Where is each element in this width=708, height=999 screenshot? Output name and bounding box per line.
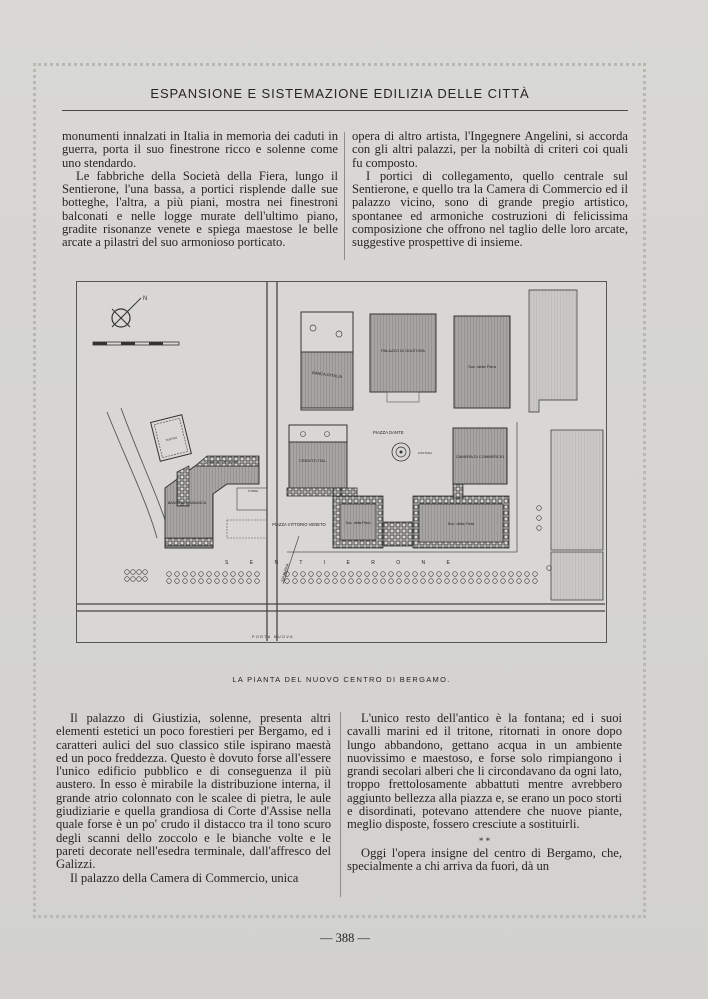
paragraph: Le fabbriche della Società della Fiera, lungo il Sentierone, l'una bassa, a portici risplende dalle sue botteghe, l'altra, a più piani, mostra nei finestroni balconati e nelle logge murate dell'ultimo piano, gradite risonanze venete e spiega maestose le belle arcate a pilastri del suo armonioso porticato. bbox=[62, 168, 338, 250]
credito-italiano-building bbox=[289, 442, 347, 488]
adjacent-building bbox=[551, 552, 603, 600]
fontana-icon bbox=[392, 443, 410, 461]
adjacent-building bbox=[529, 290, 577, 412]
soc-fiera-small-label: Soc. della Fiera bbox=[345, 521, 371, 525]
fontana-label: FONTANA bbox=[418, 451, 433, 455]
palazzo-giustizia-label: PALAZZO DI GIUSTIZIA bbox=[381, 348, 425, 353]
running-head: ESPANSIONE E SISTEMAZIONE EDILIZIA DELLE CITTÀ bbox=[150, 86, 530, 101]
scale-bar bbox=[93, 342, 179, 345]
bottom-right-column bbox=[347, 712, 622, 873]
banca-italia-label: BANCA D'ITALIA bbox=[311, 369, 343, 380]
credito-italiano-label: CREDITO ITAL. bbox=[298, 458, 328, 463]
via-nuova-label: VIA NUOVA bbox=[280, 562, 290, 583]
section-mark: * * bbox=[478, 835, 491, 846]
paragraph: L'unico resto dell'antico è la fontana; ed i suoi cavalli marini ed il tritone, ritornati in onore dopo lungo abbandono, gettano acqua in un ambiente nuovissimo e maestoso, e forse solo rimpiangono i grandi secolari alberi che li circondavano da ogni lato, troppo frettolosamente abbattuti mentre avrebbero aggiunto bellezza alla piazza e, se erano un poco storti e disordinati, potevano attendere che nuove piante, meglio disposte, fossero cresciute a sostituirli. bbox=[347, 711, 622, 832]
column-rule bbox=[340, 712, 341, 897]
north-label: N bbox=[143, 296, 148, 302]
paragraph: I portici di collegamento, quello centrale sul Sentierone, e quello tra la Camera di Commercio ed il palazzo vicino, sono di grande pregio artistico, spontanee ed armoniche costruzioni di felicissima composizione che offrono nel taglio delle loro arcate, suggestive prospettive di insieme. bbox=[352, 168, 628, 250]
city-plan-drawing bbox=[77, 282, 605, 641]
soc-fiera-mid-label: Soc. della Fiera bbox=[447, 522, 475, 526]
torre-label: TORRE bbox=[247, 489, 259, 493]
bottom-left-column bbox=[56, 712, 331, 885]
banca-bergamasca-label: BANCA BERGAMASCA bbox=[167, 501, 207, 505]
portico-link bbox=[453, 484, 463, 498]
paragraph: monumenti innalzati in Italia in memoria dei caduti in guerra, porta il suo finestrone ricco e solenne come uno stendardo. bbox=[62, 129, 338, 170]
figure-caption: LA PIANTA DEL NUOVO CENTRO DI BERGAMO. bbox=[232, 675, 451, 684]
header-rule bbox=[62, 110, 628, 111]
piazza-dante-label: PIAZZA DANTE bbox=[373, 430, 404, 435]
column-rule bbox=[344, 132, 345, 260]
banca-italia-building bbox=[301, 352, 353, 408]
paragraph: Oggi l'opera insigne del centro di Bergamo, che, specialmente a chi arriva da fuori, dà un bbox=[347, 845, 622, 873]
soc-fiera-label: Soc. della Fiera bbox=[468, 364, 496, 369]
sentierone-label: S E N T I E R O N E bbox=[225, 560, 460, 566]
piazza-vittorio-veneto-label: PIAZZA VITTORIO VENETO bbox=[272, 522, 326, 527]
camera-commercio-label: CAMERA DI COMMERCIO bbox=[455, 454, 505, 459]
compass-rose-icon bbox=[112, 296, 147, 327]
city-plan-map bbox=[76, 281, 607, 643]
portico bbox=[287, 488, 357, 496]
top-left-column bbox=[62, 130, 338, 250]
paragraph: Il palazzo della Camera di Commercio, unica bbox=[70, 870, 299, 885]
portico bbox=[165, 538, 213, 546]
page-number: — 388 — bbox=[320, 931, 370, 945]
adjacent-building bbox=[551, 430, 603, 550]
palazzo-giustizia-building bbox=[370, 314, 436, 392]
porta-nuova-label: PORTA NUOVA bbox=[252, 635, 294, 639]
paragraph: Il palazzo di Giustizia, solenne, presenta altri elementi estetici un poco forestieri per Bergamo, ed i caratteri aulici del suo classico stile ispirano maestà ed un poco freddezza. Questo è dovuto forse all'essere l'unico edificio pubblico e di conseguenza il più austero. In esso è mirabile la distribuzione interna, il grande atrio colonnato con le scalee di pietra, le aule giudiziarie e quella grandiosa di Corte d'Assise nella quale forse è un po' crudo il distacco tra il tono scuro degli scanni dello zoccolo e le bianche volte e le pareti decorate nell'esedra terminale, dall'affresco del Galizzi. bbox=[56, 711, 331, 872]
banca-popolare-label: BANCA POPOLARE bbox=[207, 460, 239, 464]
teatro-label: TEATRO bbox=[164, 435, 178, 443]
soc-fiera-building bbox=[454, 316, 510, 408]
top-right-column bbox=[352, 130, 628, 250]
paragraph: opera di altro artista, l'Ingegnere Angelini, si accorda con gli altri palazzi, per la nobiltà di criteri coi quali fu composto. bbox=[352, 129, 628, 170]
